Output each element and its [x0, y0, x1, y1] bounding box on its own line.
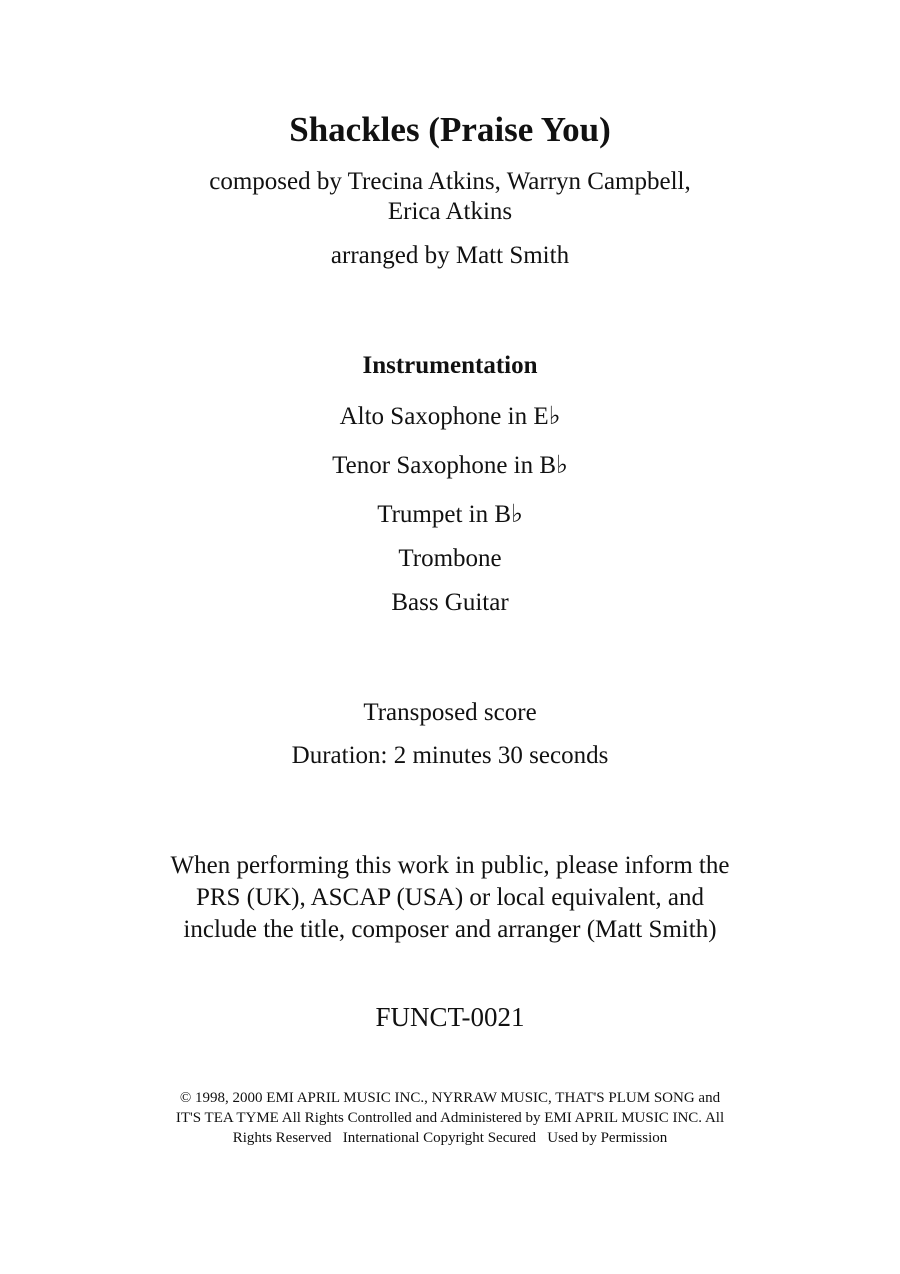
arranger-credit: arranged by Matt Smith	[330, 242, 570, 269]
performance-notice-line: When performing this work in public, please inform the	[170, 852, 730, 879]
instrument-item: Trumpet in B♭	[377, 501, 523, 528]
score-type: Transposed score	[363, 699, 537, 726]
composer-line-1: composed by Trecina Atkins, Warryn Campbell,	[209, 168, 691, 195]
copyright-line: IT'S TEA TYME All Rights Controlled and Administered by EMI APRIL MUSIC INC. All	[175, 1110, 725, 1126]
copyright-line: Rights Reserved International Copyright Secured Used by Permission	[232, 1130, 668, 1146]
performance-notice-line: PRS (UK), ASCAP (USA) or local equivalent, and	[195, 884, 705, 911]
instrument-item: Alto Saxophone in E♭	[339, 403, 561, 430]
instrument-item: Trombone	[398, 545, 502, 572]
catalog-number: FUNCT-0021	[375, 1002, 525, 1032]
instrument-item: Bass Guitar	[391, 589, 509, 616]
duration: Duration: 2 minutes 30 seconds	[291, 742, 609, 769]
page-title: Shackles (Praise You)	[289, 110, 611, 149]
instrument-item: Tenor Saxophone in B♭	[332, 452, 568, 479]
copyright-line: © 1998, 2000 EMI APRIL MUSIC INC., NYRRAW MUSIC, THAT'S PLUM SONG and	[179, 1090, 721, 1106]
composer-line-2: Erica Atkins	[387, 198, 513, 225]
instrumentation-heading: Instrumentation	[362, 352, 538, 379]
performance-notice-line: include the title, composer and arranger (Matt Smith)	[183, 916, 717, 943]
